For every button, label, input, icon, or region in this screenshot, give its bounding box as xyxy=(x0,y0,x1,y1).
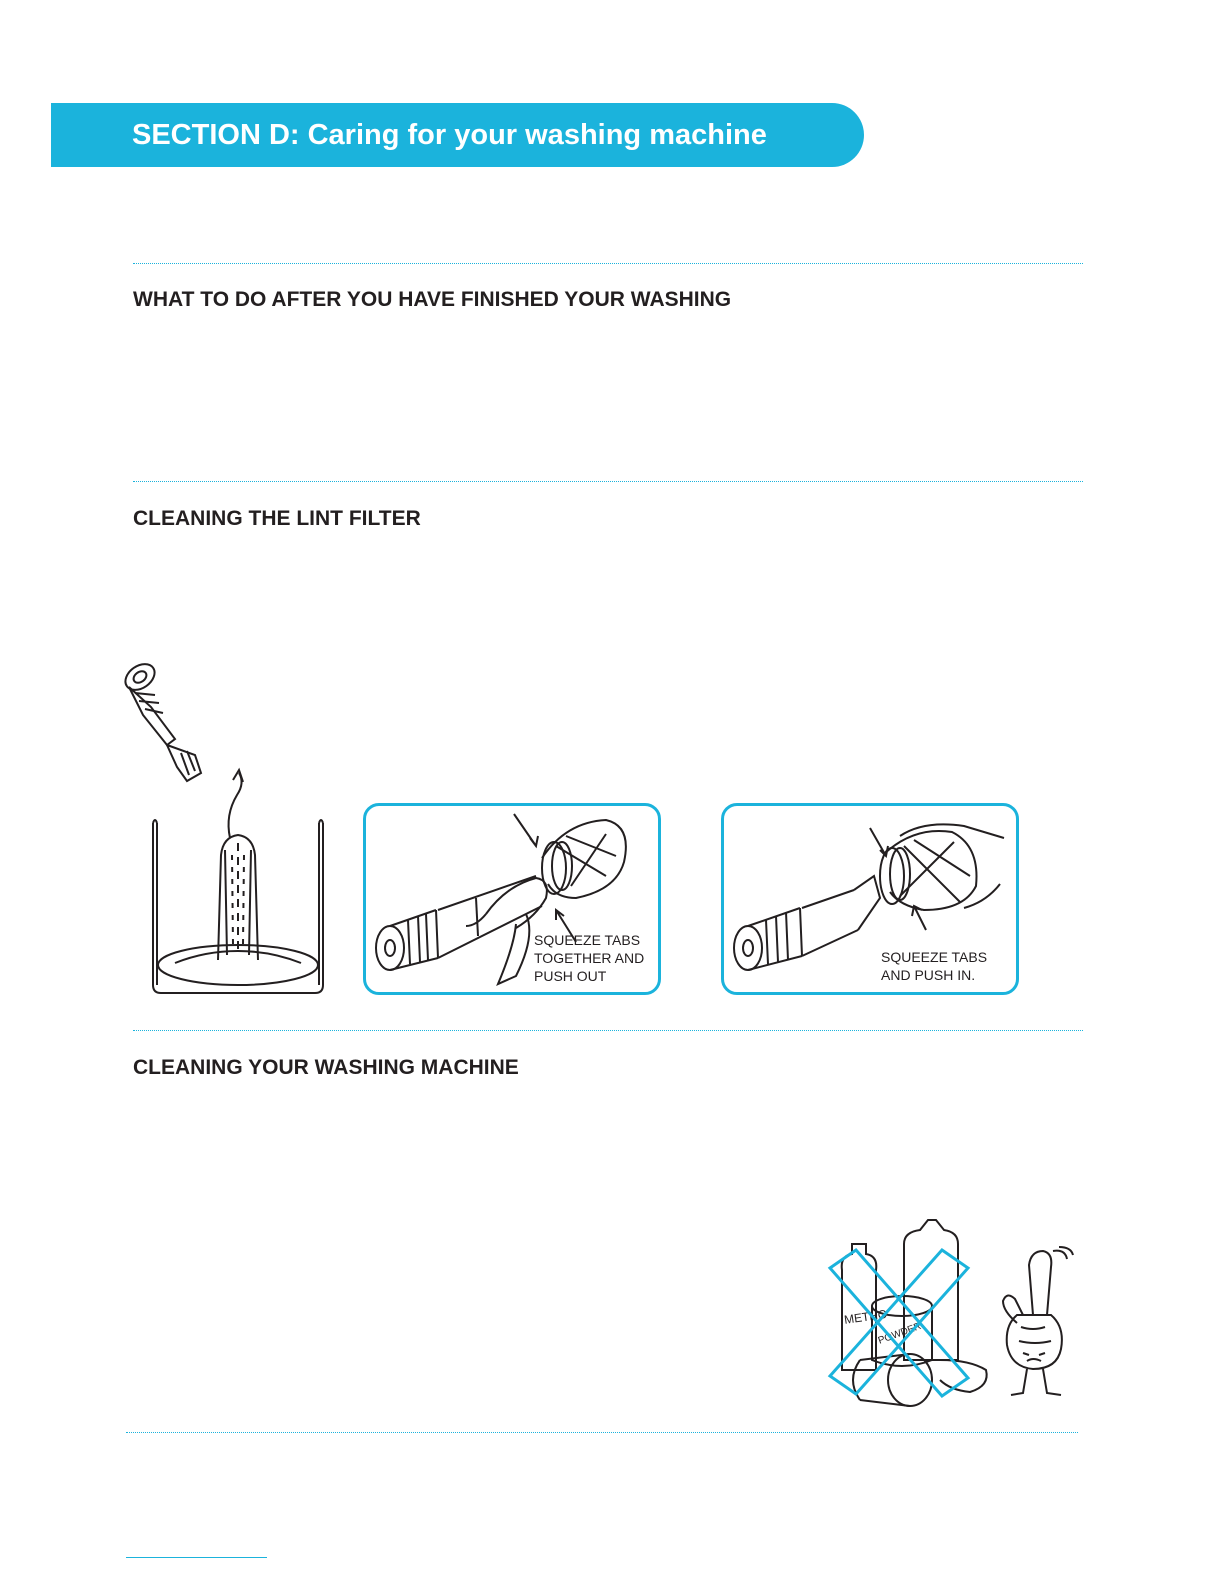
warning-hand-illustration xyxy=(995,1245,1080,1405)
divider xyxy=(133,1030,1083,1031)
heading-cleaning-machine: CLEANING YOUR WASHING MACHINE xyxy=(133,1056,519,1079)
divider xyxy=(133,481,1083,482)
caption-line: SQUEEZE TABS xyxy=(534,932,641,948)
label-powder: POWDER xyxy=(876,1320,923,1347)
tub-filter-illustration xyxy=(115,655,335,1000)
caption-line: SQUEEZE TABS xyxy=(881,949,988,965)
heading-lint-filter: CLEANING THE LINT FILTER xyxy=(133,507,421,530)
label-metho: METHO xyxy=(843,1306,889,1327)
caption-line: TOGETHER AND xyxy=(534,950,645,966)
divider xyxy=(126,1432,1078,1433)
caption-line: PUSH OUT xyxy=(534,968,607,984)
caption-remove xyxy=(534,931,644,985)
caption-line: AND PUSH IN. xyxy=(881,967,976,983)
footer-rule xyxy=(126,1557,267,1558)
section-title: SECTION D: Caring for your washing machine xyxy=(132,119,767,151)
filter-remove-panel xyxy=(363,803,661,995)
divider xyxy=(133,263,1083,264)
heading-after-washing: WHAT TO DO AFTER YOU HAVE FINISHED YOUR WASHING xyxy=(133,288,732,311)
prohibited-cleaners-illustration xyxy=(820,1210,1000,1410)
section-banner xyxy=(51,103,864,167)
filter-insert-panel xyxy=(721,803,1019,995)
caption-insert xyxy=(881,948,987,984)
